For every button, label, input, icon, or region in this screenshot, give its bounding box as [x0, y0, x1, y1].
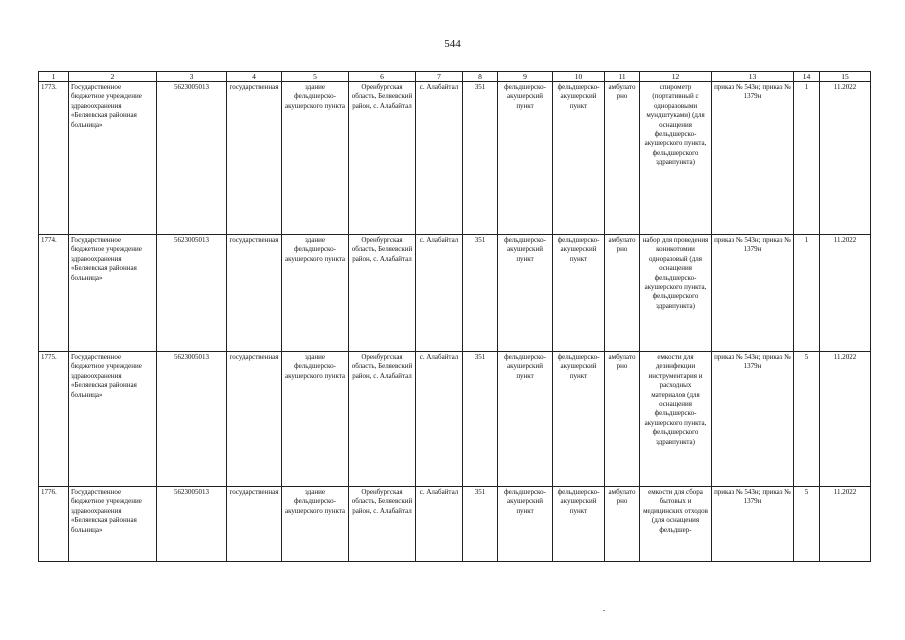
date-cell: 11.2022 [820, 82, 871, 235]
building-cell: здание фельдшерско-акушерского пункта [282, 352, 349, 487]
type-cell: фельдшерско-акушерский пункт [498, 235, 553, 352]
organization-cell: Государственное бюджетное учреждение здравоохранения «Беляевская районная больница» [69, 235, 157, 352]
code-cell: 351 [463, 487, 498, 562]
ownership-cell: государственная [227, 352, 282, 487]
quantity-cell: 5 [794, 352, 820, 487]
equipment-cell: емкости для дезинфекции инструментария и расходных материалов (для оснащения фельдшерско-акушерского пункта, фельдшерского здравпункта) [640, 352, 712, 487]
row-number: 1773. [39, 82, 69, 235]
care-cell: амбулаторно [605, 487, 640, 562]
code-cell: 351 [463, 235, 498, 352]
column-header: 7 [416, 72, 463, 82]
organization-cell: Государственное бюджетное учреждение здравоохранения «Беляевская районная больница» [69, 352, 157, 487]
type-cell: фельдшерско-акушерский пункт [498, 82, 553, 235]
column-header: 11 [605, 72, 640, 82]
ownership-cell: государственная [227, 235, 282, 352]
footer-mark: - [603, 606, 606, 614]
type-cell: фельдшерско-акушерский пункт [553, 82, 605, 235]
column-header: 12 [640, 72, 712, 82]
date-cell: 11.2022 [820, 352, 871, 487]
column-number-row [39, 72, 871, 82]
column-header: 1 [39, 72, 69, 82]
type-cell: фельдшерско-акушерский пункт [498, 352, 553, 487]
order-cell: приказ № 543н; приказ № 1379н [712, 82, 794, 235]
inn-cell: 5623005013 [157, 235, 227, 352]
column-header: 5 [282, 72, 349, 82]
ownership-cell: государственная [227, 82, 282, 235]
column-header: 8 [463, 72, 498, 82]
column-header: 13 [712, 72, 794, 82]
date-cell: 11.2022 [820, 487, 871, 562]
table-row [39, 235, 871, 352]
type-cell: фельдшерско-акушерский пункт [553, 487, 605, 562]
type-cell: фельдшерско-акушерский пункт [498, 487, 553, 562]
code-cell: 351 [463, 82, 498, 235]
type-cell: фельдшерско-акушерский пункт [553, 235, 605, 352]
organization-cell: Государственное бюджетное учреждение здравоохранения «Беляевская районная больница» [69, 487, 157, 562]
column-header: 10 [553, 72, 605, 82]
locality-cell: с. Алабайтал [416, 352, 463, 487]
code-cell: 351 [463, 352, 498, 487]
date-cell: 11.2022 [820, 235, 871, 352]
type-cell: фельдшерско-акушерский пункт [553, 352, 605, 487]
address-cell: Оренбургская область, Беляевский район, с. Алабайтал [349, 352, 416, 487]
building-cell: здание фельдшерско-акушерского пункта [282, 82, 349, 235]
page-number: 544 [444, 38, 461, 50]
building-cell: здание фельдшерско-акушерского пункта [282, 487, 349, 562]
address-cell: Оренбургская область, Беляевский район, с. Алабайтал [349, 82, 416, 235]
inn-cell: 5623005013 [157, 487, 227, 562]
quantity-cell: 1 [794, 235, 820, 352]
row-number: 1775. [39, 352, 69, 487]
column-header: 14 [794, 72, 820, 82]
building-cell: здание фельдшерско-акушерского пункта [282, 235, 349, 352]
order-cell: приказ № 543н; приказ № 1379н [712, 487, 794, 562]
column-header: 2 [69, 72, 157, 82]
ownership-cell: государственная [227, 487, 282, 562]
quantity-cell: 1 [794, 82, 820, 235]
organization-cell: Государственное бюджетное учреждение здравоохранения «Беляевская районная больница» [69, 82, 157, 235]
equipment-cell: емкости для сбора бытовых и медицинских отходов (для оснащения фельдшер- [640, 487, 712, 562]
equipment-cell: набор для проведения коникотомии одноразовый (для оснащения фельдшерско-акушерского пункта, фельдшерского здравпункта) [640, 235, 712, 352]
order-cell: приказ № 543н; приказ № 1379н [712, 235, 794, 352]
order-cell: приказ № 543н; приказ № 1379н [712, 352, 794, 487]
address-cell: Оренбургская область, Беляевский район, с. Алабайтал [349, 235, 416, 352]
row-number: 1774. [39, 235, 69, 352]
address-cell: Оренбургская область, Беляевский район, с. Алабайтал [349, 487, 416, 562]
table-row [39, 82, 871, 235]
quantity-cell: 5 [794, 487, 820, 562]
table-row [39, 487, 871, 562]
care-cell: амбулаторно [605, 235, 640, 352]
inn-cell: 5623005013 [157, 352, 227, 487]
locality-cell: с. Алабайтал [416, 487, 463, 562]
care-cell: амбулаторно [605, 352, 640, 487]
column-header: 4 [227, 72, 282, 82]
column-header: 6 [349, 72, 416, 82]
column-header: 15 [820, 72, 871, 82]
column-header: 3 [157, 72, 227, 82]
locality-cell: с. Алабайтал [416, 235, 463, 352]
equipment-cell: спирометр (портативный с одноразовыми мундштуками) (для оснащения фельдшерско-акушерского пункта, фельдшерского здравпункта) [640, 82, 712, 235]
locality-cell: с. Алабайтал [416, 82, 463, 235]
register-table [38, 71, 871, 562]
inn-cell: 5623005013 [157, 82, 227, 235]
care-cell: амбулаторно [605, 82, 640, 235]
table-row [39, 352, 871, 487]
row-number: 1776. [39, 487, 69, 562]
column-header: 9 [498, 72, 553, 82]
